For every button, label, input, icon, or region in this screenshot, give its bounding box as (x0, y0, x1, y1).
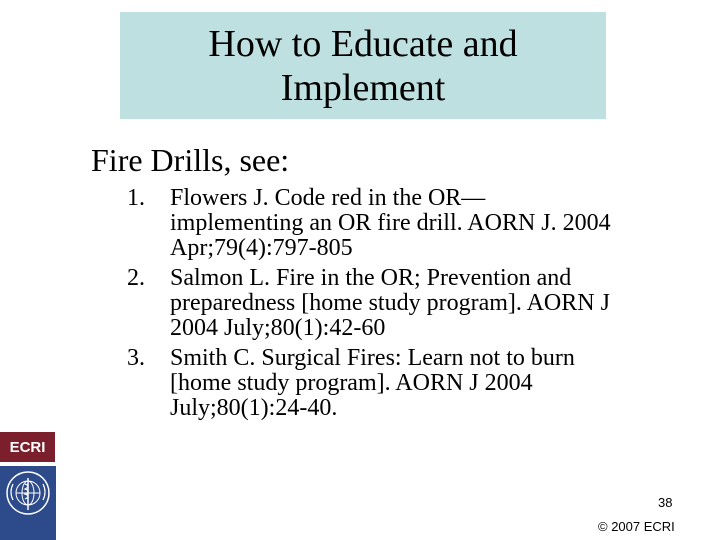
ecri-logo (0, 432, 55, 462)
reference-line: Flowers J. Code red in the OR— (170, 185, 486, 211)
reference-line: implementing an OR fire drill. AORN J. 2004 (170, 210, 611, 236)
reference-number: 1. (127, 185, 145, 211)
reference-item-2 (127, 266, 697, 341)
ecri-logo-text: ECRI (9, 438, 46, 456)
who-logo (0, 466, 56, 540)
reference-line: preparedness [home study program]. AORN J (170, 290, 610, 316)
reference-line: 2004 July;80(1):42-60 (170, 315, 386, 341)
who-emblem-icon (5, 470, 51, 516)
reference-number: 2. (127, 265, 145, 291)
reference-item-3 (127, 346, 697, 421)
reference-list (127, 186, 697, 426)
side-logos (0, 432, 56, 540)
reference-line: July;80(1):24-40. (170, 395, 338, 421)
title-line-1: How to Educate and (208, 22, 518, 65)
reference-item-1 (127, 186, 697, 261)
title-box (120, 12, 606, 119)
reference-line: Smith C. Surgical Fires: Learn not to burn (170, 345, 575, 371)
reference-line: Apr;79(4):797-805 (170, 235, 353, 261)
page-number: 38 (658, 495, 673, 510)
subheading: Fire Drills, see: (91, 142, 290, 178)
copyright-notice: © 2007 ECRI (598, 519, 675, 534)
slide-title (153, 22, 573, 110)
title-line-2: Implement (280, 66, 446, 109)
reference-line: [home study program]. AORN J 2004 (170, 370, 533, 396)
reference-line: Salmon L. Fire in the OR; Prevention and (170, 265, 572, 291)
reference-number: 3. (127, 345, 145, 371)
